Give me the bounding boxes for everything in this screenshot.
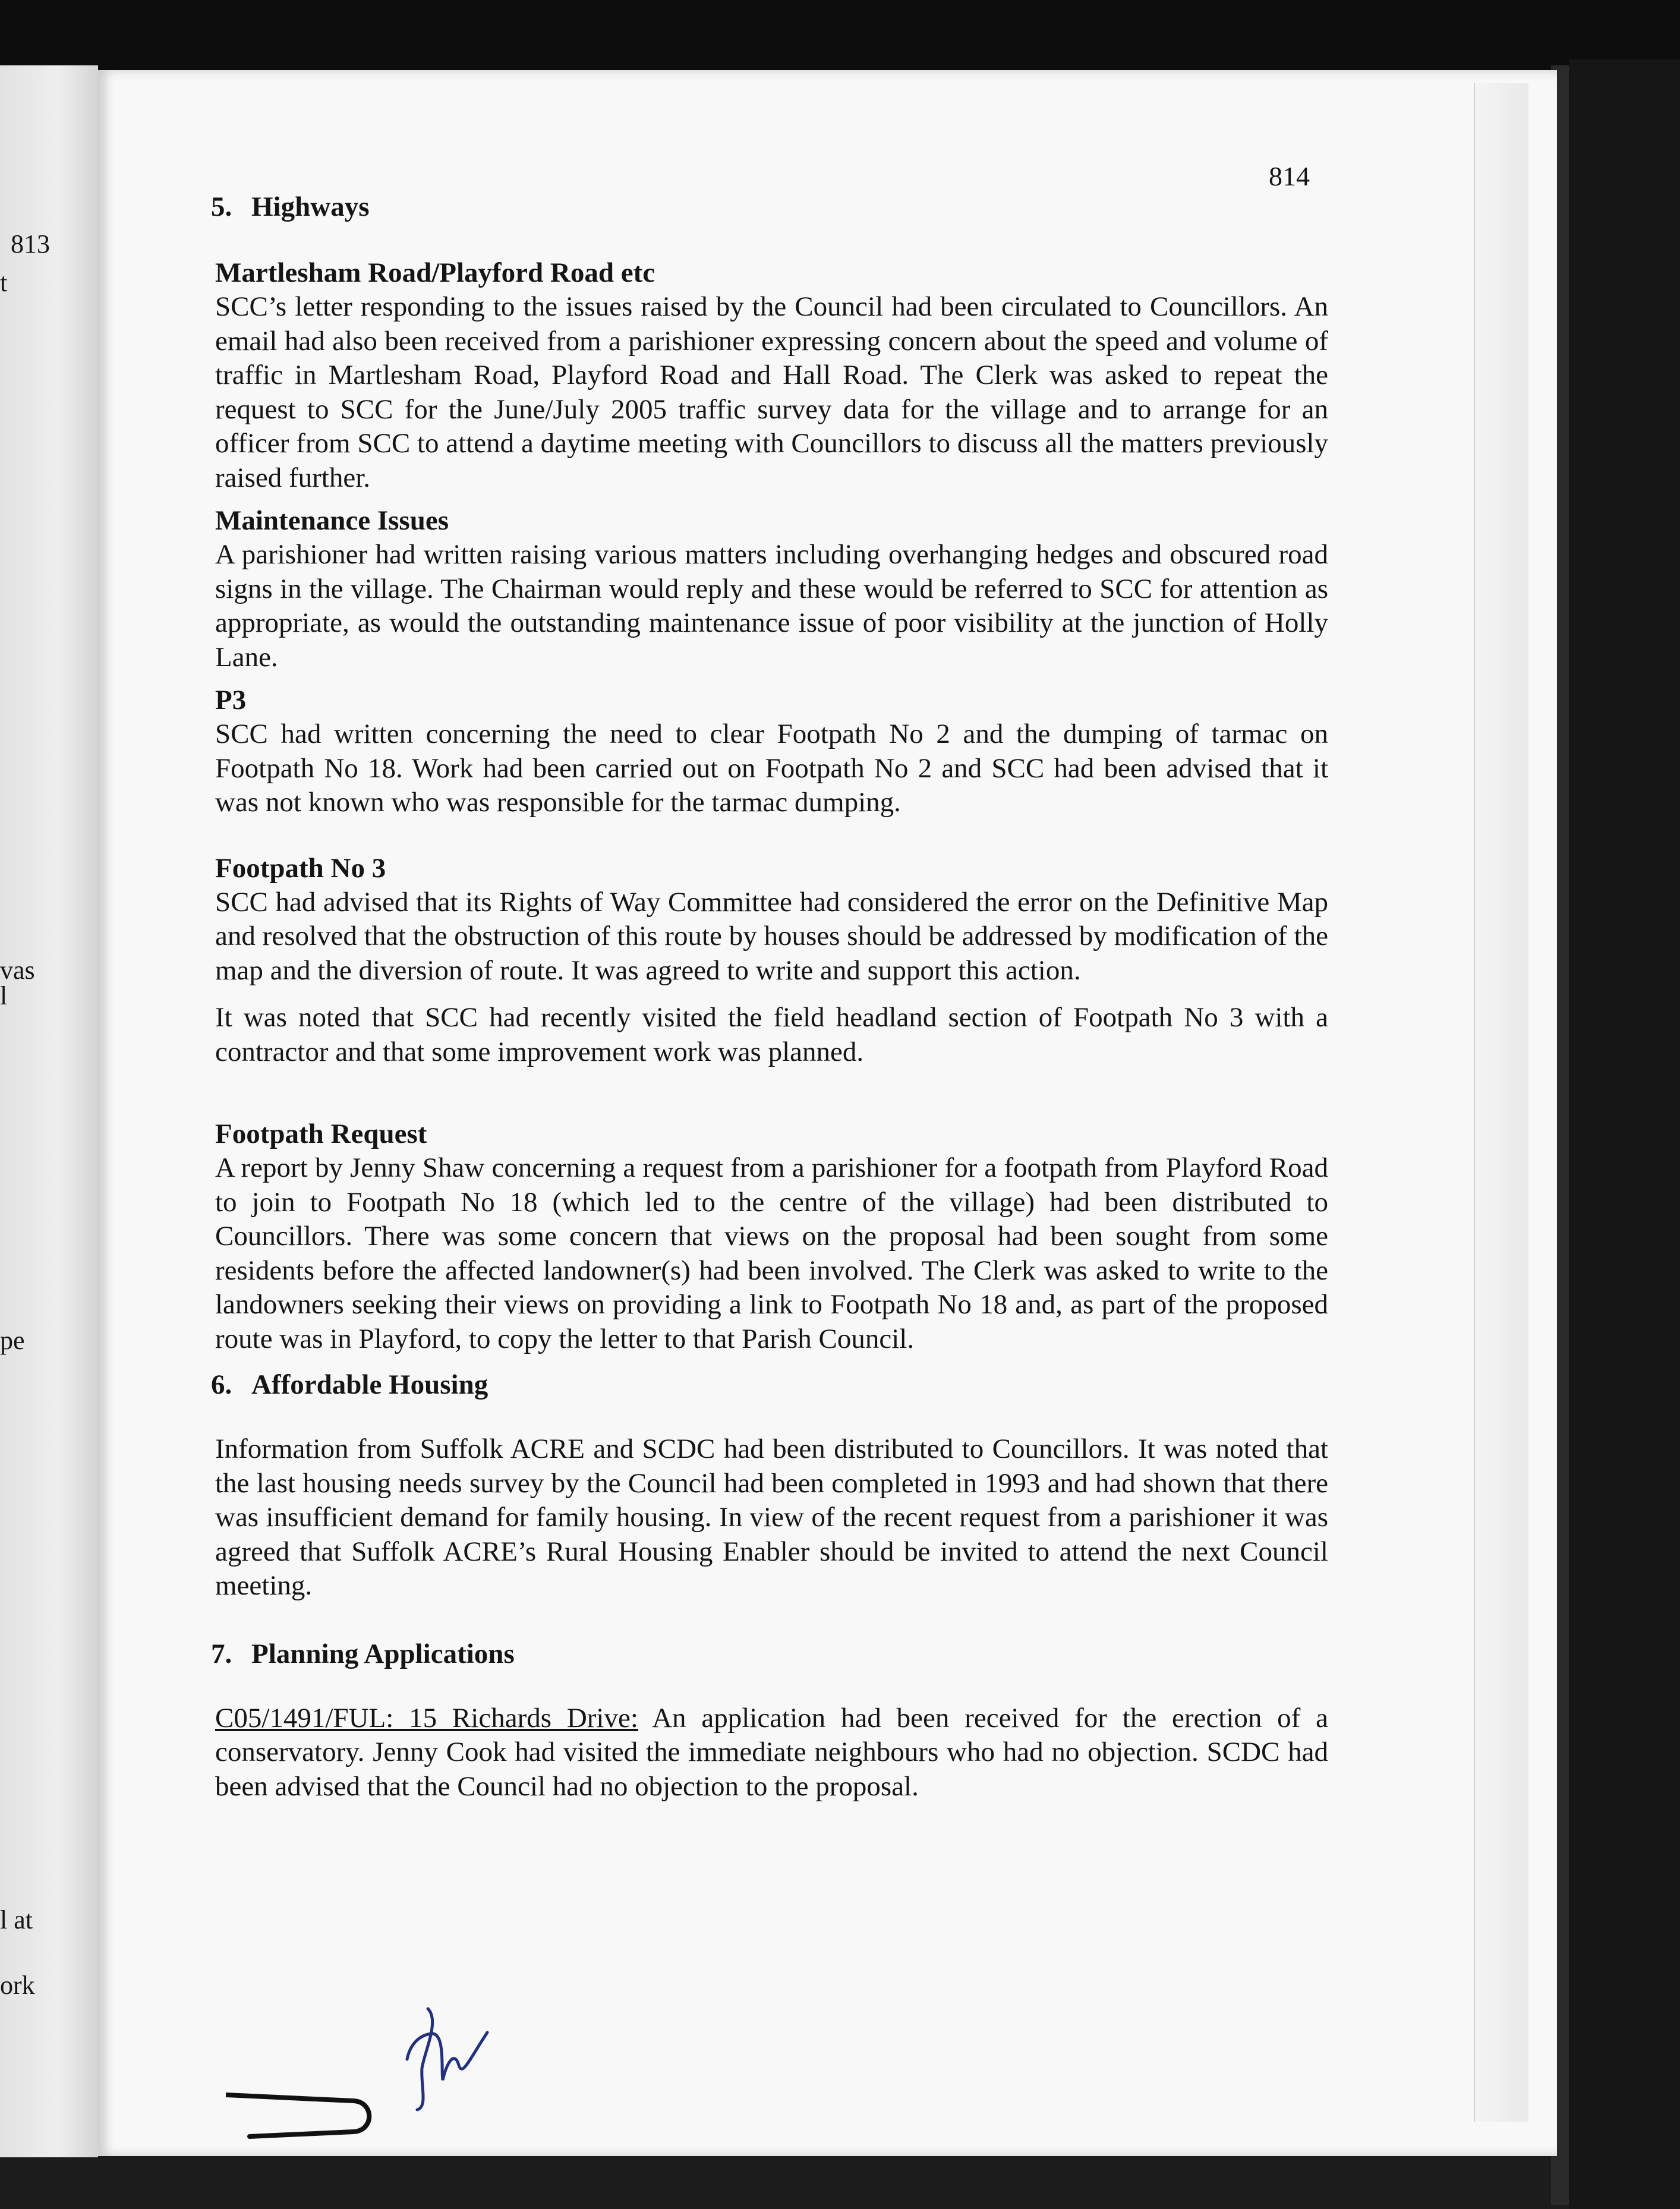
left-fragment: l at xyxy=(0,1905,33,1934)
section-number: 6. xyxy=(211,1369,232,1400)
left-fragment: vas xyxy=(0,956,35,985)
section-heading-affordable-housing xyxy=(211,1367,1328,1403)
paragraph: SCC had advised that its Rights of Way Committee had considered the error on the Definitive Map and resolved that the obstruction of this route by houses should be addressed by modification of the map and the diversion of route. It was agreed to write and support this action. xyxy=(215,886,1328,986)
minutes-content xyxy=(211,189,1328,1804)
paragraph: Information from Suffolk ACRE and SCDC had been distributed to Councillors. It was noted that the last housing needs survey by the Council had been completed in 1993 and had shown that there was insufficient demand for family housing. In view of the recent request from a parishioner it was agreed that Suffolk ACRE’s Rural Housing Enabler should be invited to attend the next Council meeting. xyxy=(215,1433,1328,1601)
section-number: 7. xyxy=(211,1638,232,1669)
subheading: Footpath Request xyxy=(215,1118,427,1149)
page-edges xyxy=(1474,83,1528,2122)
application-reference: C05/1491/FUL: 15 Richards Drive: xyxy=(215,1702,638,1734)
left-fragment: t xyxy=(0,268,8,297)
binder-cover xyxy=(1569,59,1680,2209)
section-title: Planning Applications xyxy=(251,1638,515,1669)
subheading: Footpath No 3 xyxy=(215,852,386,884)
left-fragment: pe xyxy=(0,1326,25,1355)
section-number: 5. xyxy=(211,191,232,222)
left-fragment: l xyxy=(0,981,8,1010)
section-heading-highways xyxy=(211,189,1328,225)
subheading: P3 xyxy=(215,685,247,716)
left-fragment: ork xyxy=(0,1971,35,2000)
paragraph: SCC’s letter responding to the issues raised by the Council had been circulated to Councillors. An email had also been received from a parishioner expressing concern about the speed and volume of traffic in Martlesham Road, Playford Road and Hall Road. The Clerk was asked to repeat the request to SCC for the June/July 2005 traffic survey data for the village and to arrange for an officer from SCC to attend a daytime meeting with Councillors to discuss all the matters previously raised further. xyxy=(215,291,1328,493)
paragraph: It was noted that SCC had recently visited the field headland section of Footpath No 3 with a contractor and that some improvement work was planned. xyxy=(215,1002,1328,1067)
paragraph: A parishioner had written raising various matters including overhanging hedges and obscured road signs in the village. The Chairman would reply and these would be referred to SCC for attention as appropriate, as would the outstanding maintenance issue of poor visibility at the junction of Holly Lane. xyxy=(215,539,1328,673)
paper-clip xyxy=(226,2083,380,2154)
section-title: Highways xyxy=(251,191,370,222)
handwritten-initials xyxy=(404,2003,523,2116)
paragraph: SCC had written concerning the need to clear Footpath No 2 and the dumping of tarmac on Footpath No 18. Work had been carried out on Footpath No 2 and SCC had been advised that it was not known who was responsible for the tarmac dumping. xyxy=(215,719,1328,818)
section-title: Affordable Housing xyxy=(251,1369,488,1400)
paragraph xyxy=(215,1701,1328,1804)
subheading: Maintenance Issues xyxy=(215,505,449,536)
paragraph: A report by Jenny Shaw concerning a request from a parishioner for a footpath from Playford Road to join to Footpath No 18 (which led to the centre of the village) had been distributed to Councillors. There was some concern that views on the proposal had been sought from some residents before the affected landowner(s) had been involved. The Clerk was asked to write to the landowners seeking their views on providing a link to Footpath No 18 and, as part of the proposed route was in Playford, to copy the letter to that Parish Council. xyxy=(215,1152,1328,1354)
section-heading-planning-applications xyxy=(211,1636,1328,1672)
left-page-number: 813 xyxy=(11,229,50,259)
binder-top xyxy=(0,0,1680,71)
page-number: 814 xyxy=(1269,161,1310,191)
left-page xyxy=(0,65,98,2157)
application-text: An application had been received for the erection of a conservatory. Jenny Cook had visited the immediate neighbours who had no objection. SCDC had been advised that the Council had no objection to the proposal. xyxy=(215,1702,1328,1802)
subheading: Martlesham Road/Playford Road etc xyxy=(215,257,655,288)
